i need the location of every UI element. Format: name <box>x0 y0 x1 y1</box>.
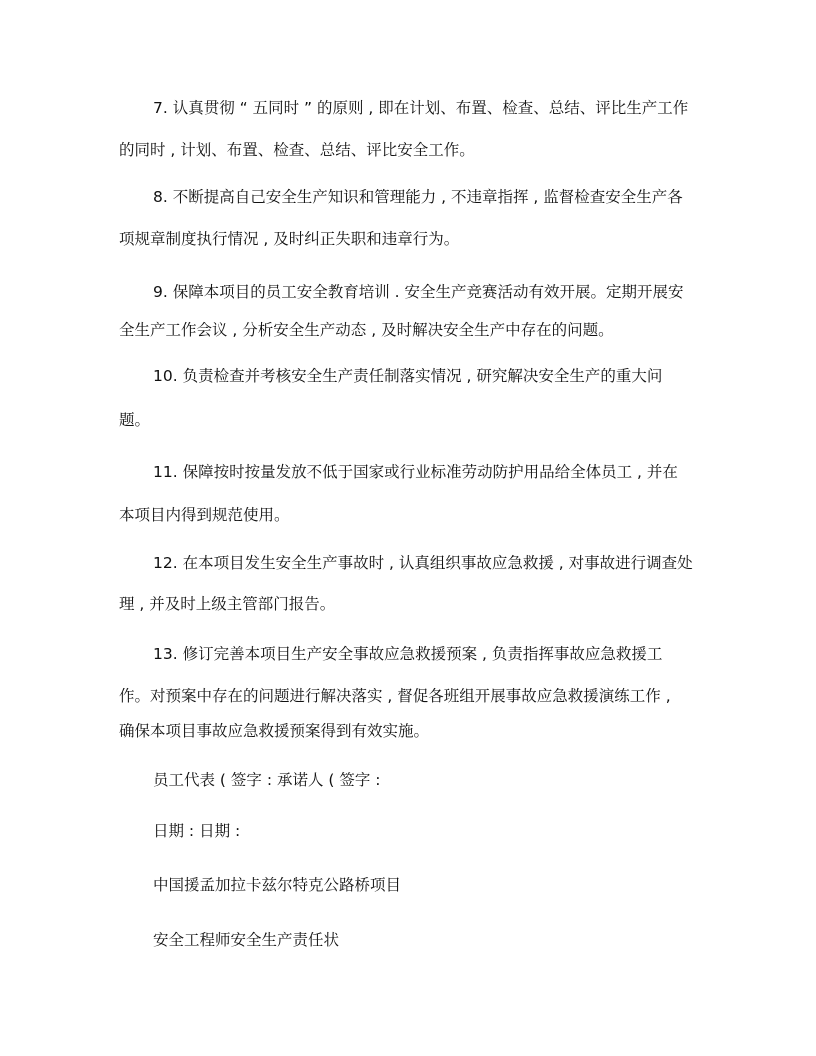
paragraph-9-line-1: 9. 保障本项目的员工安全教育培训 . 安全生产竞赛活动有效开展。定期开展安 <box>153 283 684 301</box>
paragraph-10-line-2: 题。 <box>119 411 151 429</box>
paragraph-8-line-1: 8. 不断提高自己安全生产知识和管理能力 , 不违章指挥 , 监督检查安全生产各 <box>153 188 683 206</box>
paragraph-9-line-2: 全生产工作会议 , 分析安全生产动态 , 及时解决安全生产中存在的问题。 <box>119 321 614 339</box>
date-line: 日期 : 日期 : <box>153 822 241 840</box>
paragraph-7-line-1: 7. 认真贯彻 “ 五同时 ” 的原则 , 即在计划、布置、检查、总结、评比生产工作 <box>153 99 689 117</box>
paragraph-13-line-1: 13. 修订完善本项目生产安全事故应急救援预案 , 负责指挥事故应急救援工 <box>153 645 663 663</box>
paragraph-8-line-2: 项规章制度执行情况 , 及时纠正失职和违章行为。 <box>119 230 460 248</box>
signature-line: 员工代表 ( 签字 : 承诺人 ( 签字 : <box>153 771 381 789</box>
paragraph-12-line-2: 理 , 并及时上级主管部门报告。 <box>119 595 336 613</box>
paragraph-13-line-3: 确保本项目事故应急救援预案得到有效实施。 <box>119 722 430 740</box>
paragraph-11-line-1: 11. 保障按时按量发放不低于国家或行业标准劳动防护用品给全体员工 , 并在 <box>153 463 678 481</box>
project-name: 中国援孟加拉卡兹尔特克公路桥项目 <box>153 876 402 894</box>
paragraph-11-line-2: 本项目内得到规范使用。 <box>119 506 290 524</box>
paragraph-13-line-2: 作。对预案中存在的问题进行解决落实 , 督促各班组开展事故应急救援演练工作 , <box>119 687 671 705</box>
paragraph-12-line-1: 12. 在本项目发生安全生产事故时 , 认真组织事故应急救援 , 对事故进行调查处 <box>153 554 693 572</box>
paragraph-10-line-1: 10. 负责检查并考核安全生产责任制落实情况 , 研究解决安全生产的重大问 <box>153 367 663 385</box>
paragraph-7-line-2: 的同时 , 计划、布置、检查、总结、评比安全工作。 <box>119 141 475 159</box>
document-title: 安全工程师安全生产责任状 <box>153 931 340 949</box>
